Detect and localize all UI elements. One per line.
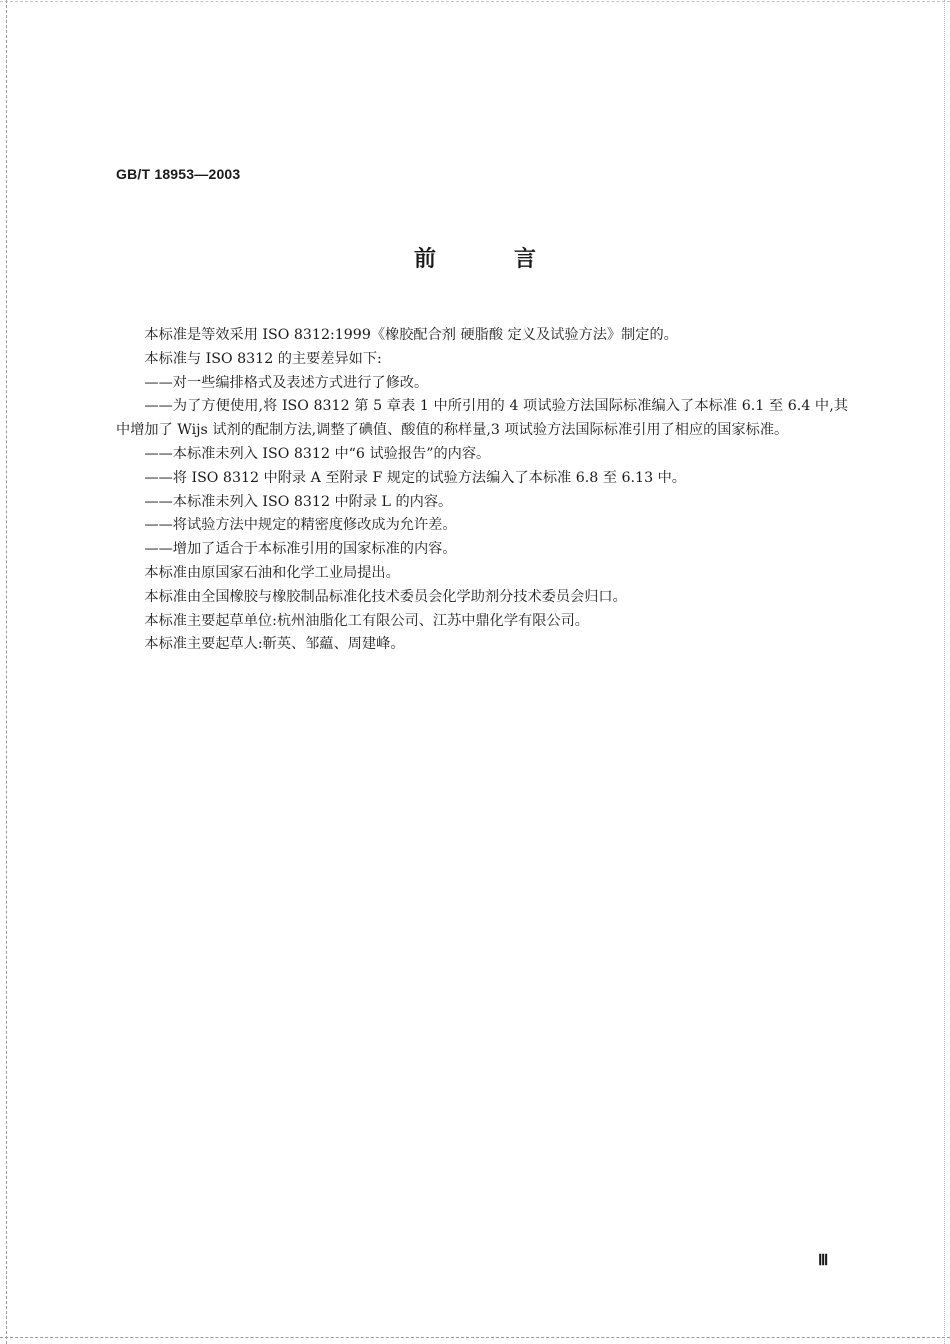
paragraph: ——将试验方法中规定的精密度修改成为允许差。 xyxy=(144,517,457,534)
paragraph: 本标准由全国橡胶与橡胶制品标准化技术委员会化学助剂分技术委员会归口。 xyxy=(144,588,627,605)
paragraph: ——为了方便使用,将 ISO 8312 第 5 章表 1 中所引用的 4 项试验方法国际标准编入了本标准 6.1 至 6.4 中,其中增加了 Wijs 试剂的配制方法,调整了碘值、酸值的称样量,3 项试验方法国际标准引用了相应的国家标准。 xyxy=(116,398,848,439)
scan-edge-right xyxy=(944,0,946,1344)
page-number: Ⅲ xyxy=(818,1253,829,1269)
paragraph: 本标准是等效采用 ISO 8312:1999《橡胶配合剂 硬脂酸 定义及试验方法》制定的。 xyxy=(144,327,678,343)
scan-edge-left xyxy=(6,0,8,1344)
paragraph: ——增加了适合于本标准引用的国家标准的内容。 xyxy=(144,541,457,558)
paragraph: ——本标准未列入 ISO 8312 中“6 试验报告”的内容。 xyxy=(144,445,491,462)
paragraph: 本标准主要起草人:靳英、邹藴、周建峰。 xyxy=(144,636,405,653)
paragraph: 本标准与 ISO 8312 的主要差异如下: xyxy=(144,350,382,367)
paragraph: 本标准由原国家石油和化学工业局提出。 xyxy=(144,564,400,581)
scan-edge-bottom xyxy=(0,1337,950,1339)
preface-body xyxy=(116,324,848,657)
paragraph: ——对一些编排格式及表述方式进行了修改。 xyxy=(144,374,429,391)
scan-edge-top xyxy=(0,1,950,3)
paragraph: ——本标准未列入 ISO 8312 中附录 L 的内容。 xyxy=(144,493,453,510)
paragraph: ——将 ISO 8312 中附录 A 至附录 F 规定的试验方法编入了本标准 6.8 至 6.13 中。 xyxy=(144,469,686,486)
paragraph: 本标准主要起草单位:杭州油脂化工有限公司、江苏中鼎化学有限公司。 xyxy=(144,612,589,629)
standard-code: GB/T 18953—2003 xyxy=(116,166,241,182)
page-title: 前言 xyxy=(413,247,614,272)
